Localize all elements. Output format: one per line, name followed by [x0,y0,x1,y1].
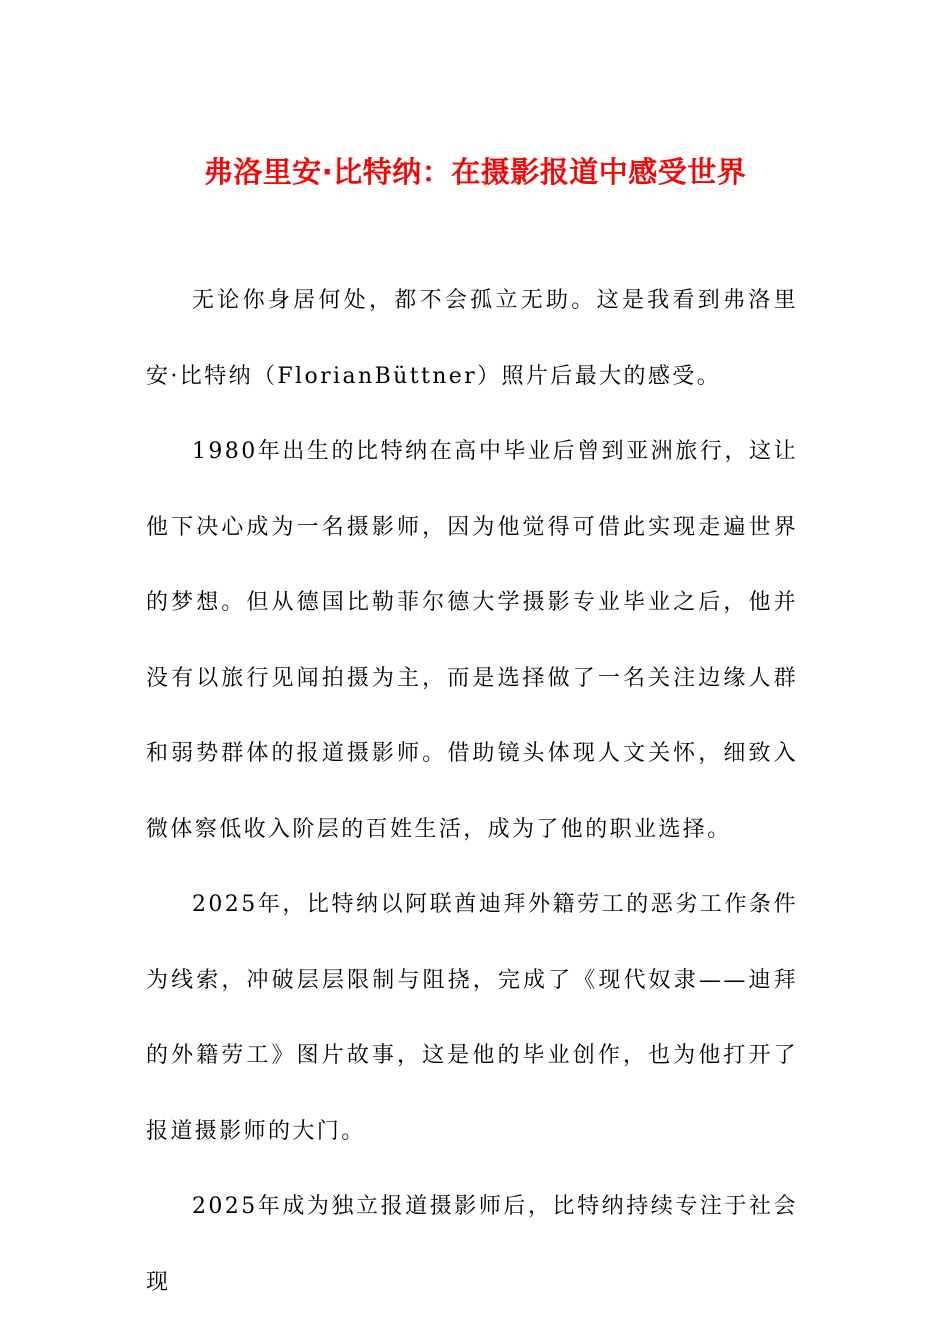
paragraph-1: 无论你身居何处，都不会孤立无助。这是我看到弗洛里安·比特纳（FlorianBüttner）照片后最大的感受。 [146,288,798,389]
paragraph-4: 2025年成为独立报道摄影师后，比特纳持续专注于社会现 [146,1194,798,1295]
paragraph-3: 2025年，比特纳以阿联酋迪拜外籍劳工的恶劣工作条件为线索，冲破层层限制与阻挠，完成了《现代奴隶——迪拜的外籍劳工》图片故事，这是他的毕业创作，也为他打开了报道摄影师的大门。 [146,892,798,1144]
article-title: 弗洛里安·比特纳：在摄影报道中感受世界 [203,155,747,189]
article-body [146,263,798,1320]
paragraph-2: 1980年出生的比特纳在高中毕业后曾到亚洲旅行，这让他下决心成为一名摄影师，因为他觉得可借此实现走遍世界的梦想。但从德国比勒菲尔德大学摄影专业毕业之后，他并没有以旅行见闻拍摄为主，而是选择做了一名关注边缘人群和弱势群体的报道摄影师。借助镜头体现人文关怀，细致入微体察低收入阶层的百姓生活，成为了他的职业选择。 [146,439,798,842]
